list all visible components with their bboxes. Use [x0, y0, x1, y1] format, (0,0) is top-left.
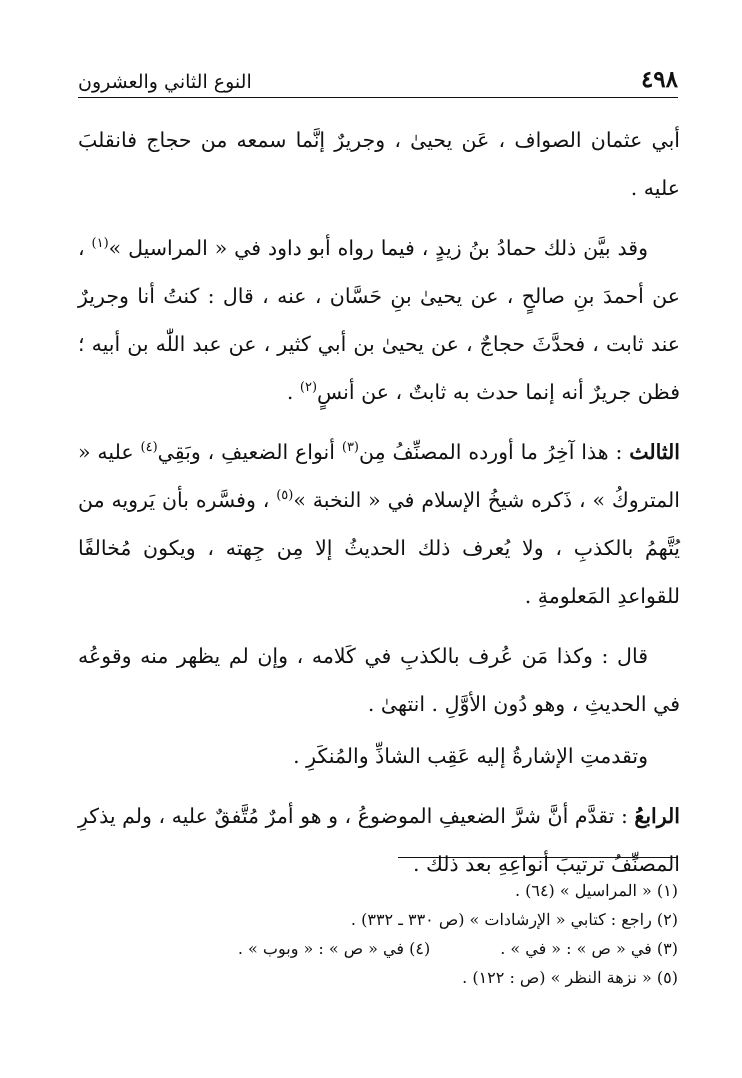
footnote-ref-3[interactable]: (٣) — [341, 440, 359, 456]
footnote-divider — [398, 857, 678, 858]
footnote-3: (٣) في « ص » : « في » . — [500, 939, 678, 958]
paragraph-6-lead: الرابعُ — [634, 804, 680, 828]
footnote-1: (١) « المراسيل » (٦٤) . — [514, 881, 678, 900]
paragraph-3-part-b: أنواع الضعيفِ ، وبَقِي — [157, 440, 342, 464]
paragraph-3-lead: الثالث — [629, 440, 680, 464]
running-title: النوع الثاني والعشرون — [78, 71, 252, 93]
footnotes — [78, 876, 678, 992]
footnote-ref-5[interactable]: (٥) — [276, 488, 294, 504]
main-text — [78, 116, 680, 900]
page-number: ٤٩٨ — [640, 66, 678, 93]
footnote-ref-2[interactable]: (٢) — [299, 380, 318, 396]
paragraph-6 — [78, 792, 680, 888]
footnote-5: (٥) « نزهة النظر » (ص : ١٢٢) . — [462, 968, 678, 987]
paragraph-3-part-d: ، وفسَّره بأن يَرويه من يُتَّهمُ بالكذبِ ، ولا يُعرف ذلك الحديثُ إلا مِن جِهته ، ويكون مُخالفًا للقواعدِ المَعلومةِ . — [78, 488, 680, 608]
paragraph-2 — [78, 224, 680, 416]
footnote-4: (٤) في « ص » : « وبوب » . — [237, 939, 431, 958]
paragraph-3-part-a: : هذا آخِرُ ما أورده المصنِّفُ مِن — [359, 440, 630, 464]
paragraph-3 — [78, 428, 680, 620]
footnote-ref-1[interactable]: (١) — [91, 236, 109, 252]
paragraph-4: قال : وكذا مَن عُرف بالكذبِ في كَلامه ، وإن لم يظهر منه وقوعُه في الحديثِ ، وهو دُون الأوَّلِ . انتهىٰ . — [78, 644, 680, 716]
paragraph-2-part-a: وقد بيَّن ذلك حمادُ بنُ زيدٍ ، فيما رواه أبو داود في « المراسيل » — [108, 236, 648, 260]
paragraph-1: أبي عثمان الصواف ، عَن يحيىٰ ، وجريرٌ إنَّما سمعه من حجاج فانقلبَ عليه . — [78, 128, 680, 200]
paragraph-2-part-b: ، عن أحمدَ بنِ صالحٍ ، عن يحيىٰ بنِ حَسَّان ، عنه ، قال : كنتُ أنا وجريرٌ عند ثابت ، فحدَّثَ حجاجٌ ، عن يحيىٰ بن أبي كثير ، عن عبد اللّٰه بن أبيه ؛ فظن جريرٌ أنه إنما حدث به ثابتٌ ، عن أنسٍ — [78, 236, 680, 404]
paragraph-6-text: : تقدَّم أنَّ شرَّ الضعيفِ الموضوعُ ، و هو أمرٌ مُتَّفقٌ عليه ، ولم يذكرِ المصنِّفُ ترتيبَ أنواعِهِ بعد ذلك . — [78, 804, 680, 876]
paragraph-3-part-c: عليه « المتروكُ » ، ذَكره شيخُ الإسلام في « النخبة » — [78, 440, 680, 512]
page-header — [78, 62, 678, 98]
footnote-row-3-4 — [78, 934, 678, 963]
footnote-2: (٢) راجع : كتابي « الإرشادات » (ص ٣٣٠ ـ ٣٣٢) . — [350, 910, 678, 929]
footnote-ref-4[interactable]: (٤) — [140, 440, 158, 456]
paragraph-2-part-c: . — [286, 380, 300, 404]
paragraph-5: وتقدمتِ الإشارةُ إليه عَقِب الشاذِّ والمُنكَرِ . — [293, 744, 648, 768]
